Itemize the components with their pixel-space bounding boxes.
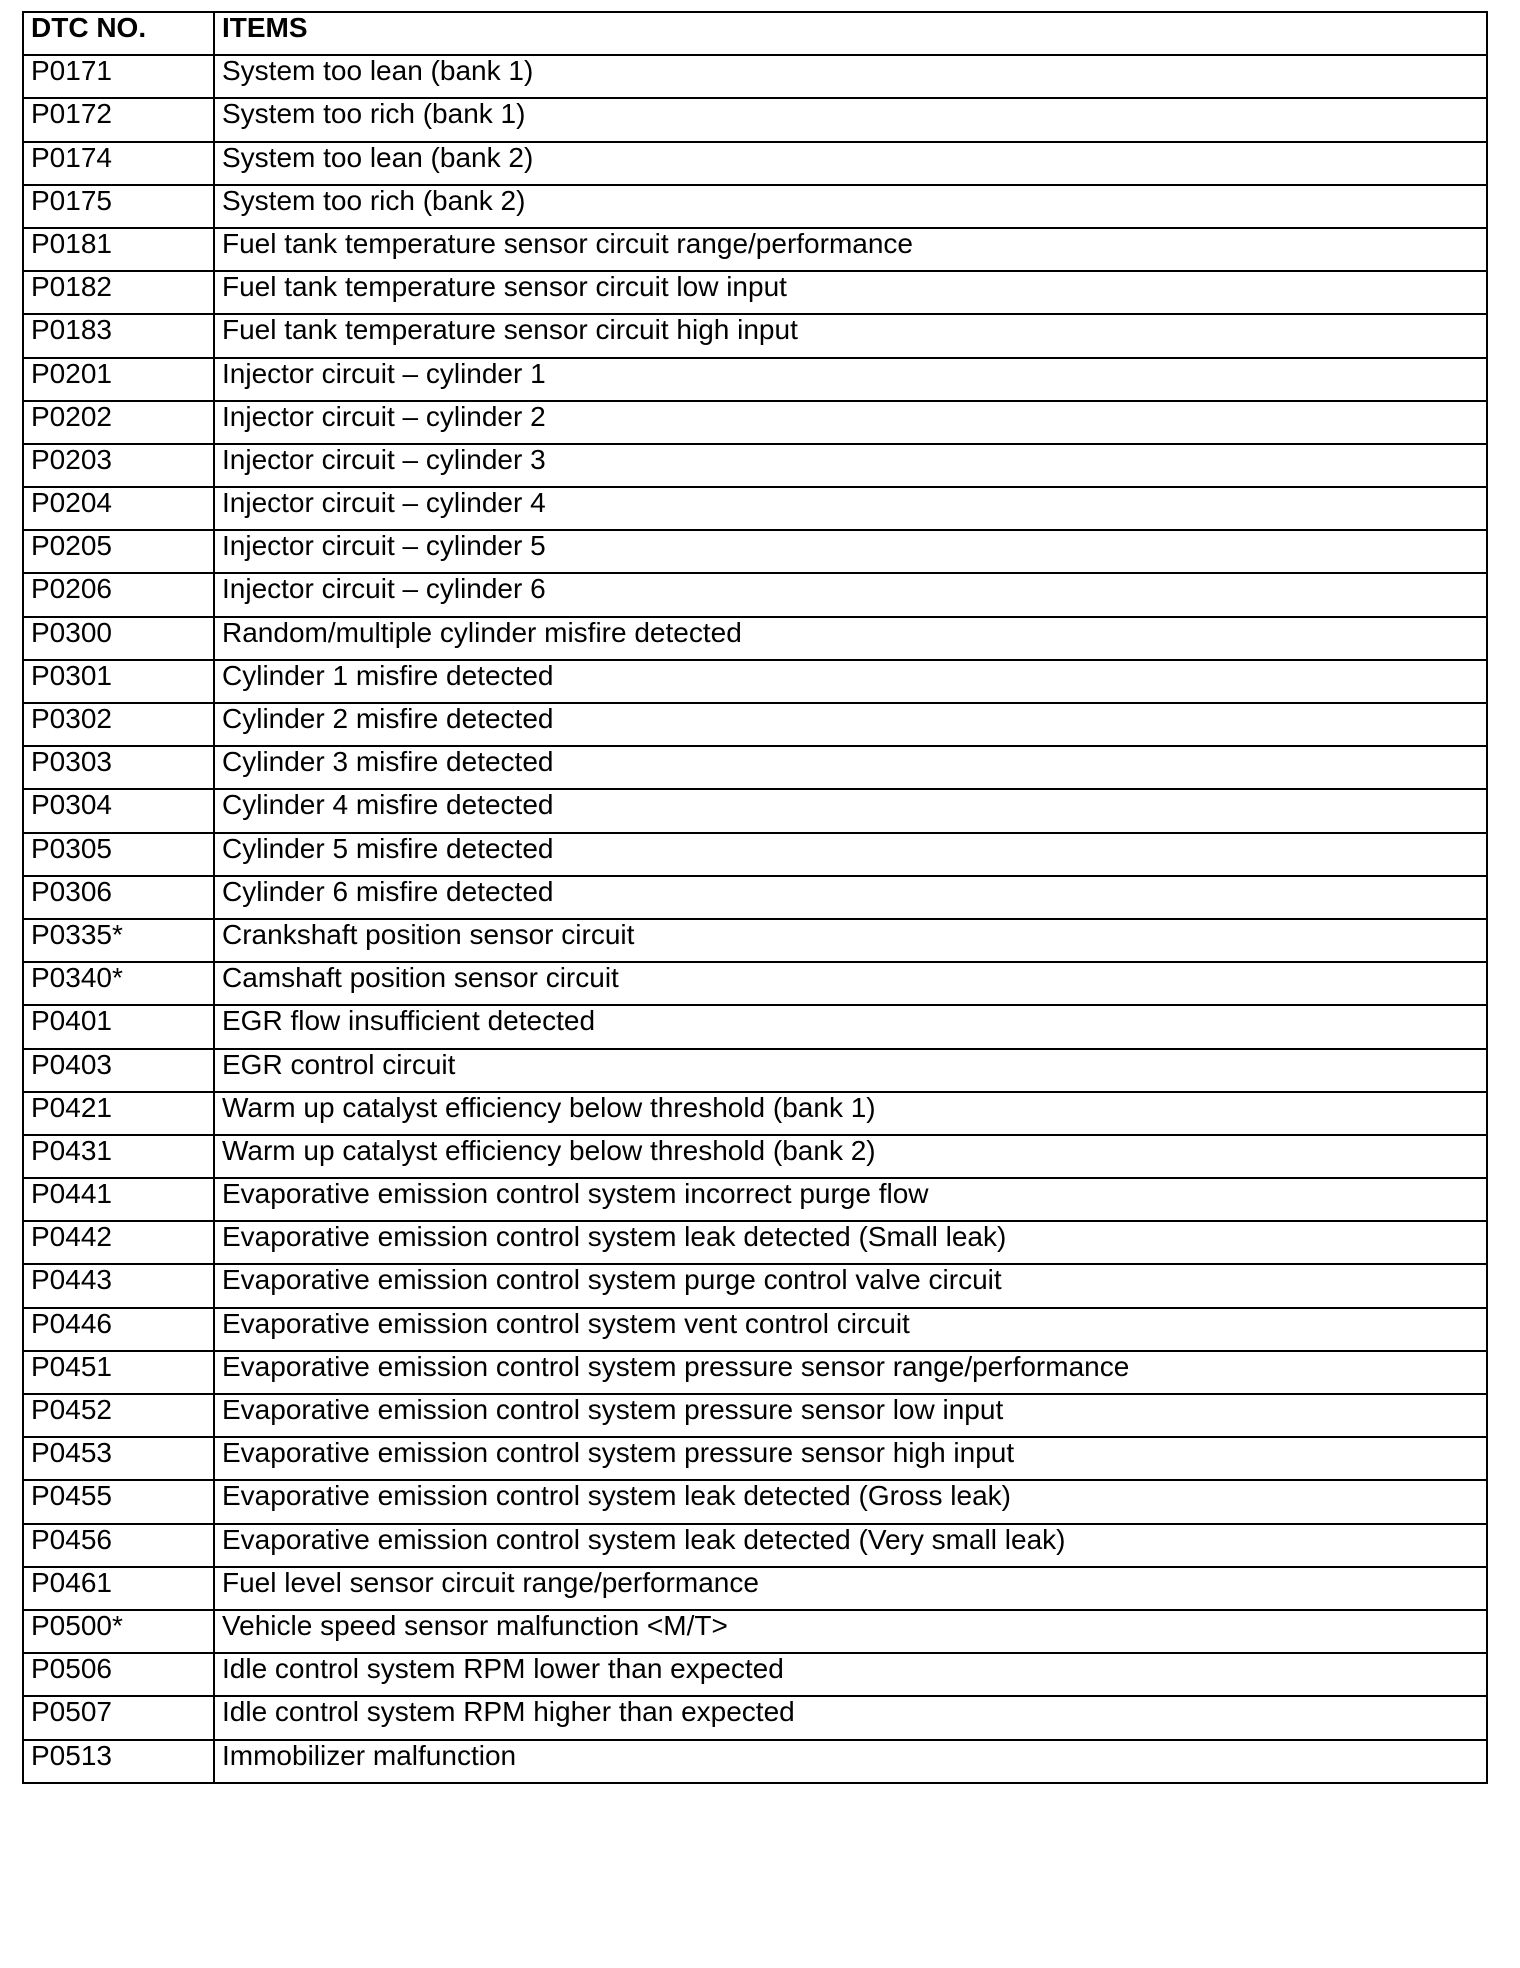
dtc-code-cell — [23, 530, 214, 573]
dtc-item-cell — [214, 444, 1487, 487]
dtc-item-description: Idle control system RPM higher than expected — [222, 1696, 795, 1728]
dtc-code-cell — [23, 228, 214, 271]
table-row — [23, 1394, 1487, 1437]
table-row — [23, 271, 1487, 314]
table-row — [23, 962, 1487, 1005]
dtc-item-cell — [214, 573, 1487, 616]
table-row — [23, 573, 1487, 616]
dtc-code-cell — [23, 314, 214, 357]
dtc-item-description: System too rich (bank 2) — [222, 184, 526, 216]
table-row — [23, 228, 1487, 271]
dtc-item-cell — [214, 1308, 1487, 1351]
dtc-code: P0421 — [31, 1091, 112, 1123]
dtc-code: P0303 — [31, 746, 112, 778]
dtc-item-cell — [214, 1049, 1487, 1092]
table-row — [23, 1092, 1487, 1135]
dtc-item-cell — [214, 746, 1487, 789]
dtc-item-description: Cylinder 1 misfire detected — [222, 659, 554, 691]
dtc-item-description: Idle control system RPM lower than expected — [222, 1653, 784, 1685]
dtc-item-description: Evaporative emission control system leak detected (Small leak) — [222, 1221, 1007, 1253]
dtc-code: P0181 — [31, 227, 112, 259]
dtc-code-cell — [23, 1653, 214, 1696]
dtc-code: P0302 — [31, 703, 112, 734]
dtc-item-cell — [214, 314, 1487, 357]
dtc-code: P0182 — [31, 271, 112, 303]
dtc-item-description: Warm up catalyst efficiency below threshold (bank 2) — [222, 1134, 876, 1166]
dtc-item-description: Fuel tank temperature sensor circuit range/performance — [222, 227, 913, 259]
dtc-code-cell — [23, 142, 214, 185]
table-row — [23, 789, 1487, 832]
table-row — [23, 833, 1487, 876]
dtc-item-description: Evaporative emission control system vent control circuit — [222, 1307, 910, 1339]
dtc-code-cell — [23, 1480, 214, 1523]
dtc-code: P0446 — [31, 1307, 112, 1339]
dtc-code: P0453 — [31, 1437, 112, 1469]
dtc-code: P0507 — [31, 1696, 112, 1728]
dtc-table — [22, 11, 1488, 1784]
dtc-code: P0301 — [31, 659, 112, 691]
table-row — [23, 1178, 1487, 1221]
dtc-item-description: Cylinder 2 misfire detected — [222, 703, 554, 734]
dtc-code: P0171 — [31, 55, 112, 87]
dtc-item-description: Evaporative emission control system pressure sensor high input — [222, 1437, 1015, 1469]
dtc-item-cell — [214, 919, 1487, 962]
dtc-code: P0500* — [31, 1609, 123, 1641]
table-row — [23, 1049, 1487, 1092]
dtc-code-cell — [23, 833, 214, 876]
dtc-item-description: Cylinder 4 misfire detected — [222, 789, 554, 821]
dtc-item-cell — [214, 271, 1487, 314]
dtc-code-cell — [23, 573, 214, 616]
dtc-item-cell — [214, 660, 1487, 703]
dtc-code-cell — [23, 1524, 214, 1567]
dtc-code-cell — [23, 1135, 214, 1178]
dtc-item-description: Immobilizer malfunction — [222, 1739, 517, 1771]
dtc-item-cell — [214, 1135, 1487, 1178]
dtc-item-description: Fuel tank temperature sensor circuit low input — [222, 271, 787, 303]
dtc-item-cell — [214, 1740, 1487, 1783]
dtc-code-cell — [23, 1610, 214, 1653]
dtc-item-description: Crankshaft position sensor circuit — [222, 918, 635, 950]
table-row — [23, 1221, 1487, 1264]
dtc-item-description: Injector circuit – cylinder 5 — [222, 530, 546, 562]
table-row — [23, 876, 1487, 919]
dtc-code-cell — [23, 660, 214, 703]
table-row — [23, 358, 1487, 401]
table-row — [23, 1653, 1487, 1696]
dtc-code-cell — [23, 876, 214, 919]
table-row — [23, 142, 1487, 185]
dtc-code-cell — [23, 401, 214, 444]
dtc-item-cell — [214, 1567, 1487, 1610]
dtc-item-description: System too rich (bank 1) — [222, 98, 526, 130]
dtc-item-cell — [214, 1524, 1487, 1567]
dtc-item-cell — [214, 1437, 1487, 1480]
dtc-code-cell — [23, 789, 214, 832]
dtc-code-cell — [23, 1092, 214, 1135]
dtc-code: P0203 — [31, 443, 112, 475]
dtc-item-description: System too lean (bank 2) — [222, 141, 534, 173]
dtc-item-description: EGR flow insufficient detected — [222, 1005, 596, 1037]
dtc-code-cell — [23, 746, 214, 789]
table-row — [23, 617, 1487, 660]
dtc-item-cell — [214, 401, 1487, 444]
dtc-code-cell — [23, 444, 214, 487]
dtc-code: P0403 — [31, 1048, 112, 1080]
dtc-code: P0300 — [31, 616, 112, 648]
dtc-item-cell — [214, 1092, 1487, 1135]
dtc-item-description: Fuel tank temperature sensor circuit high input — [222, 314, 798, 346]
dtc-code: P0456 — [31, 1523, 112, 1555]
dtc-code: P0201 — [31, 357, 112, 389]
dtc-item-description: System too lean (bank 1) — [222, 55, 534, 87]
dtc-code: P0335* — [31, 918, 123, 950]
dtc-code: P0304 — [31, 789, 112, 821]
dtc-code-cell — [23, 919, 214, 962]
dtc-code: P0174 — [31, 141, 112, 173]
dtc-item-cell — [214, 530, 1487, 573]
dtc-item-cell — [214, 142, 1487, 185]
dtc-code-cell — [23, 1308, 214, 1351]
dtc-item-cell — [214, 55, 1487, 98]
dtc-item-cell — [214, 98, 1487, 141]
dtc-code-cell — [23, 358, 214, 401]
dtc-item-cell — [214, 1005, 1487, 1048]
dtc-item-cell — [214, 876, 1487, 919]
dtc-code-cell — [23, 1740, 214, 1783]
table-row — [23, 1135, 1487, 1178]
dtc-code-cell — [23, 1221, 214, 1264]
dtc-item-cell — [214, 833, 1487, 876]
dtc-item-description: Camshaft position sensor circuit — [222, 962, 619, 994]
table-row — [23, 487, 1487, 530]
dtc-item-cell — [214, 228, 1487, 271]
dtc-code: P0455 — [31, 1480, 112, 1512]
dtc-code-cell — [23, 1437, 214, 1480]
dtc-item-cell — [214, 703, 1487, 746]
dtc-code: P0172 — [31, 98, 112, 130]
dtc-item-description: Random/multiple cylinder misfire detected — [222, 616, 742, 648]
dtc-code: P0305 — [31, 832, 112, 864]
dtc-item-description: Cylinder 5 misfire detected — [222, 832, 554, 864]
dtc-item-cell — [214, 1351, 1487, 1394]
table-row — [23, 1740, 1487, 1783]
table-row — [23, 1351, 1487, 1394]
dtc-code: P0443 — [31, 1264, 112, 1296]
table-row — [23, 185, 1487, 228]
dtc-code: P0452 — [31, 1394, 112, 1425]
dtc-code: P0431 — [31, 1134, 112, 1166]
table-row — [23, 1696, 1487, 1739]
table-row — [23, 703, 1487, 746]
table-row — [23, 919, 1487, 962]
dtc-code: P0441 — [31, 1178, 112, 1210]
header-items-label: ITEMS — [222, 12, 308, 43]
dtc-item-cell — [214, 1696, 1487, 1739]
table-row — [23, 1437, 1487, 1480]
dtc-code-cell — [23, 185, 214, 228]
dtc-item-description: Evaporative emission control system leak detected (Very small leak) — [222, 1523, 1066, 1555]
dtc-item-cell — [214, 617, 1487, 660]
dtc-item-cell — [214, 1480, 1487, 1523]
table-row — [23, 314, 1487, 357]
dtc-code-cell — [23, 1696, 214, 1739]
dtc-item-description: Injector circuit – cylinder 3 — [222, 443, 546, 475]
dtc-code: P0205 — [31, 530, 112, 562]
dtc-code-cell — [23, 1005, 214, 1048]
dtc-code: P0506 — [31, 1653, 112, 1685]
dtc-item-cell — [214, 1394, 1487, 1437]
dtc-item-description: Cylinder 3 misfire detected — [222, 746, 554, 778]
dtc-code: P0204 — [31, 487, 112, 519]
dtc-code-cell — [23, 98, 214, 141]
dtc-code: P0202 — [31, 400, 112, 432]
dtc-code-cell — [23, 1264, 214, 1307]
table-row — [23, 1567, 1487, 1610]
dtc-code-cell — [23, 271, 214, 314]
dtc-code: P0401 — [31, 1005, 112, 1037]
dtc-item-description: Evaporative emission control system leak detected (Gross leak) — [222, 1480, 1011, 1512]
dtc-item-description: Vehicle speed sensor malfunction <M/T> — [222, 1609, 728, 1641]
dtc-code: P0461 — [31, 1566, 112, 1598]
table-row — [23, 1524, 1487, 1567]
table-header — [23, 12, 1487, 55]
dtc-code-cell — [23, 55, 214, 98]
dtc-item-cell — [214, 1264, 1487, 1307]
table-row — [23, 660, 1487, 703]
dtc-item-cell — [214, 789, 1487, 832]
dtc-item-cell — [214, 1653, 1487, 1696]
dtc-code-cell — [23, 617, 214, 660]
dtc-code: P0442 — [31, 1221, 112, 1253]
dtc-code-cell — [23, 1178, 214, 1221]
header-dtc-no — [23, 12, 214, 55]
dtc-item-cell — [214, 1178, 1487, 1221]
header-items — [214, 12, 1487, 55]
dtc-code: P0183 — [31, 314, 112, 346]
dtc-code-cell — [23, 1394, 214, 1437]
dtc-code: P0451 — [31, 1350, 112, 1382]
dtc-code-cell — [23, 703, 214, 746]
dtc-item-cell — [214, 1610, 1487, 1653]
dtc-code-cell — [23, 487, 214, 530]
table-row — [23, 746, 1487, 789]
dtc-code: P0340* — [31, 962, 123, 994]
dtc-item-cell — [214, 358, 1487, 401]
dtc-item-cell — [214, 487, 1487, 530]
dtc-item-description: Cylinder 6 misfire detected — [222, 875, 554, 907]
table-row — [23, 1005, 1487, 1048]
dtc-code: P0306 — [31, 875, 112, 907]
dtc-code-cell — [23, 962, 214, 1005]
dtc-code-cell — [23, 1049, 214, 1092]
dtc-item-description: Injector circuit – cylinder 1 — [222, 357, 546, 389]
dtc-item-description: Fuel level sensor circuit range/performance — [222, 1566, 759, 1598]
dtc-code: P0513 — [31, 1739, 112, 1771]
table-row — [23, 444, 1487, 487]
table-row — [23, 1308, 1487, 1351]
table-body — [23, 55, 1487, 1783]
table-row — [23, 98, 1487, 141]
table-row — [23, 55, 1487, 98]
dtc-code-cell — [23, 1351, 214, 1394]
dtc-code: P0206 — [31, 573, 112, 605]
dtc-item-description: Injector circuit – cylinder 6 — [222, 573, 546, 605]
dtc-item-cell — [214, 962, 1487, 1005]
dtc-item-description: Evaporative emission control system pressure sensor range/performance — [222, 1350, 1130, 1382]
dtc-code: P0175 — [31, 184, 112, 216]
dtc-item-description: Evaporative emission control system incorrect purge flow — [222, 1178, 929, 1210]
header-row — [23, 12, 1487, 55]
dtc-item-cell — [214, 1221, 1487, 1264]
dtc-item-description: Injector circuit – cylinder 4 — [222, 487, 546, 519]
dtc-item-description: Injector circuit – cylinder 2 — [222, 400, 546, 432]
table-row — [23, 401, 1487, 444]
table-row — [23, 530, 1487, 573]
table-row — [23, 1264, 1487, 1307]
table-row — [23, 1480, 1487, 1523]
dtc-item-description: Evaporative emission control system pressure sensor low input — [222, 1394, 1004, 1425]
header-dtc-no-label: DTC NO. — [31, 12, 147, 43]
dtc-code-cell — [23, 1567, 214, 1610]
dtc-item-description: EGR control circuit — [222, 1048, 456, 1080]
table-row — [23, 1610, 1487, 1653]
dtc-item-cell — [214, 185, 1487, 228]
dtc-item-description: Evaporative emission control system purge control valve circuit — [222, 1264, 1002, 1296]
dtc-item-description: Warm up catalyst efficiency below threshold (bank 1) — [222, 1091, 876, 1123]
